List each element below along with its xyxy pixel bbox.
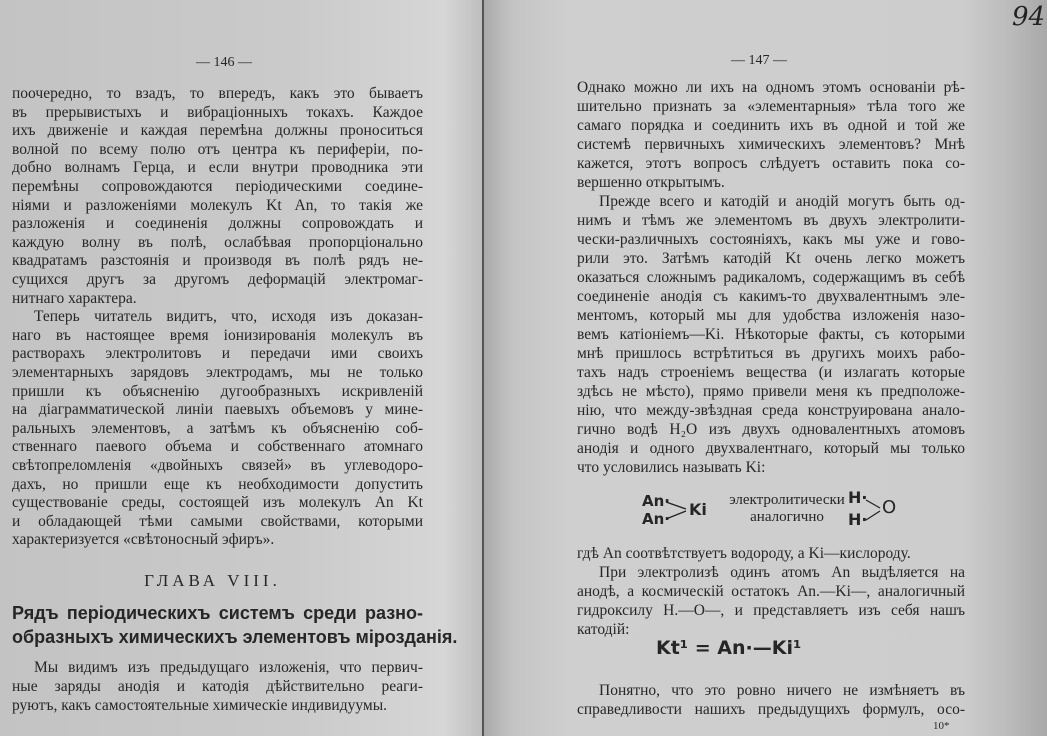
text-line: что условились называть Ki:: [577, 459, 766, 476]
chapter-title-line: образныхъ химическихъ элементовъ мiрозданiя.: [12, 627, 458, 647]
text-line: характеризуется «свѣтоносный эфиръ».: [12, 531, 275, 549]
text-line: катодiй:: [577, 621, 630, 638]
text-line: дахъ, но пришли еще къ необходимости допустить: [12, 475, 423, 493]
text-line: системѣ первичныхъ химическихъ элементовъ? Мнѣ: [577, 136, 965, 153]
text-line: каждую волну въ полѣ, ослабѣвая пропорцiонально: [12, 233, 423, 251]
text-line: нiями и разложенiями молекулъ Kt An, то такiя же: [12, 196, 423, 214]
handwritten-folio-number: 94: [1012, 2, 1046, 32]
text-line: оказаться сложнымъ радикаломъ, содержащимъ въ себѣ: [577, 269, 965, 286]
text-line: ственнаго паевого объема и собственнаго атомнаго: [12, 438, 423, 456]
text-line: нiю, что между-звѣздная среда конструирована анало-: [577, 402, 965, 419]
text-line: здѣсь не мѣсто), прямо привели меня къ предположе-: [577, 383, 965, 400]
text-line: сущихся другъ за другомъ деформацiй электромаг-: [12, 271, 423, 288]
formula-an-top: An·: [642, 492, 670, 510]
text-line: вершенно открытымъ.: [577, 174, 725, 191]
page-number: — 147 —: [731, 53, 787, 68]
text-line: и обладающей тѣми самыми свойствами, которыми: [12, 512, 423, 530]
signature-mark: 10*: [933, 720, 950, 732]
text-line: на дiаграмматической линiи паевыхъ объемовъ у мине-: [12, 401, 423, 419]
text-line: чески-различныхъ состоянiяхъ, какъ мы уже и гово-: [577, 231, 965, 248]
text-line: ментомъ, который мы для удобства изложенiя назо-: [577, 307, 965, 324]
text-line: въ прерывистыхъ и вибрацiонныхъ токахъ. Каждое: [12, 103, 423, 121]
text-line: Понятно, что это ровно ничего не измѣняетъ въ: [599, 682, 965, 699]
text-line: анодiя и одного двухвалентнаго, который мы только: [577, 440, 965, 457]
text-line: нимъ и тѣмъ же элементомъ въ двухъ электролити-: [577, 212, 965, 229]
text-line: гидроксилу H.—O—, и представляетъ изъ себя нашъ: [577, 602, 965, 619]
text-line: При электролизѣ одинъ атомъ An выдѣляется на: [599, 564, 965, 581]
page-number: — 146 —: [196, 55, 252, 70]
text-line: тахъ надъ строенiемъ вещества (и излагать которые: [577, 364, 965, 381]
left-page: [0, 0, 484, 736]
text-line: свѣтопреломленiя «двойныхъ связей» въ углеводоро-: [12, 457, 423, 474]
text-line: волной по всему полю отъ центра къ периферiи, по-: [12, 140, 423, 158]
text-line: самаго порядка и соединить ихъ въ одной и той же: [577, 117, 965, 134]
text-line: перемѣны сопровождаются перiодическими соедине-: [12, 178, 423, 195]
text-line: нитнаго характера.: [12, 289, 137, 307]
text-line: вемъ катiонiемъ—Ki. Нѣкоторые факты, съ которыми: [577, 326, 965, 343]
text-line: ихъ движенiе и каждая перемѣна должны проноситься: [12, 122, 423, 140]
text-line: шительно признать за «элементарныя» тѣла того же: [577, 98, 965, 115]
text-line: добно волнамъ Герца, и если внутри проводника эти: [12, 159, 423, 177]
text-line: поочередно, то взадъ, то впередъ, какъ это бываетъ: [12, 85, 423, 102]
formula-h-top: H·: [848, 488, 868, 507]
text-line: пришли къ объясненiю дугообразныхъ искривленiй: [12, 382, 423, 400]
chapter-label: ГЛАВА VIII.: [144, 571, 281, 590]
text-line: справедливости нашихъ предыдущихъ формулъ, осо-: [577, 701, 965, 718]
text-line: гично водѣ H₂O изъ двухъ одновалентныхъ атомовъ: [577, 421, 965, 438]
formula-middle-top: электролитически: [729, 492, 845, 508]
text-line: разложенiя и соединенiя должны сопровождать и: [12, 215, 423, 233]
text-line: Прежде всего и катодiй и анодiй могутъ быть од-: [599, 193, 965, 210]
text-line: Мы видимъ изъ предыдущаго изложенiя, что первич-: [34, 659, 423, 676]
chapter-title-line: Рядъ перiодическихъ системъ среди разно-: [12, 603, 423, 623]
formula-middle-bottom: аналогично: [750, 509, 824, 525]
formula-h-bottom: H·: [848, 510, 868, 529]
text-line: растворахъ электролитовъ и передачи ими своихъ: [12, 345, 423, 363]
text-line: квадратамъ разстоянiя и производя въ полѣ рядъ не-: [12, 252, 423, 270]
formula-o: O: [882, 497, 897, 518]
right-page: [484, 0, 1047, 736]
text-line: рили это. Затѣмъ катодiй Kt очень легко можетъ: [577, 250, 965, 267]
text-line: соединенiе анодiя съ какимъ-то двуxвалентнымъ эле-: [577, 288, 965, 305]
text-line: элементарныхъ зарядовъ электродамъ, мы не только: [12, 364, 423, 381]
bond-lines: [664, 494, 688, 524]
formula-ki: Ki: [689, 500, 707, 519]
text-line: мнѣ пришлось встрѣтиться въ другихъ моихъ рабо-: [577, 345, 965, 362]
formula-cathode: Kt¹ = An·—Ki¹: [656, 637, 802, 659]
text-line: анодѣ, а космическiй остатокъ An.—Ki—, аналогичный: [577, 583, 965, 600]
formula-an-bottom: An·: [642, 510, 670, 528]
text-line: ные заряды анодiя и катодiя дѣйствительно реаги-: [12, 678, 423, 695]
text-line: Однако можно ли ихъ на одномъ этомъ основанiи рѣ-: [577, 79, 965, 96]
text-line: кажется, этотъ вопросъ слѣдуетъ оставить пока со-: [577, 155, 965, 172]
text-line: Теперь читатель видитъ, что, исходя изъ доказан-: [34, 308, 423, 326]
text-line: наго въ настоящее время iонизированiя молекулъ въ: [12, 326, 423, 344]
text-line: гдѣ An соотвѣтствуетъ водороду, а Ki—кислороду.: [577, 545, 911, 562]
text-line: ральныхъ элементовъ, а затѣмъ къ объясненiю соб-: [12, 419, 423, 437]
text-line: руютъ, какъ самостоятельные химическiе индивидуумы.: [12, 697, 387, 714]
bond-lines: [864, 494, 884, 524]
text-line: существованiе среды, состоящей изъ молекулъ An Kt: [12, 494, 423, 512]
